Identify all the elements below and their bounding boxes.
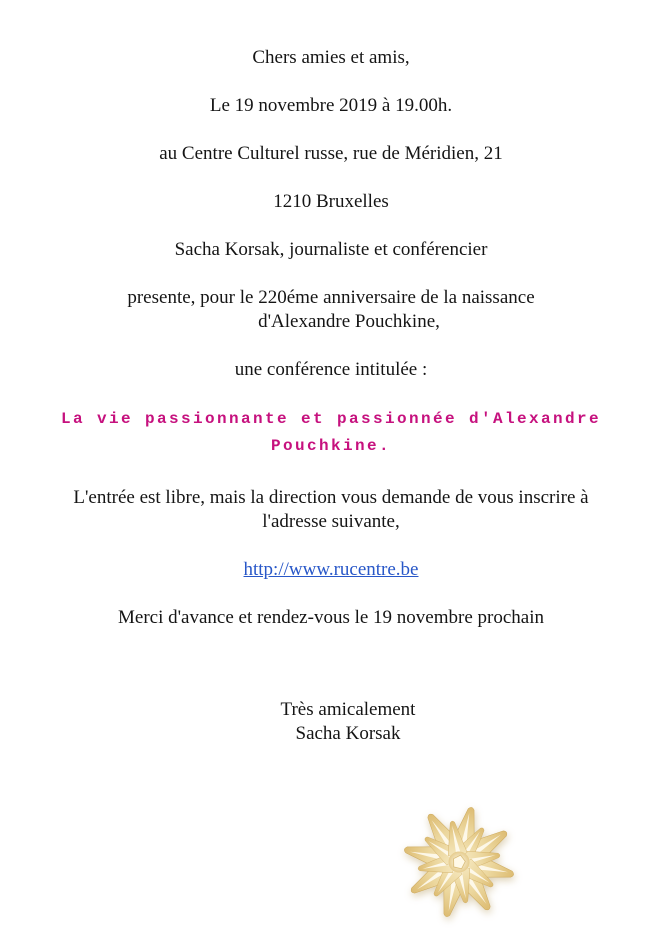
- registration-line-1: L'entrée est libre, mais la direction vous demande de vous inscrire à: [73, 487, 589, 508]
- registration-link[interactable]: http://www.rucentre.be: [243, 559, 419, 580]
- event-datetime-text: Le 19 novembre 2019 à 19.00h.: [209, 95, 453, 116]
- speaker-text: Sacha Korsak, journaliste et conférencier: [174, 239, 488, 260]
- decoration-row: [0, 794, 662, 930]
- announcement-text: une conférence intitulée :: [234, 359, 428, 380]
- registration-text: [0, 486, 662, 534]
- conference-title-line-1: La vie passionnante et passionnée d'Alexandre: [60, 410, 602, 428]
- occasion-text: [0, 286, 662, 334]
- signoff-text: Très amicalement: [280, 699, 416, 720]
- signature-name: Sacha Korsak: [295, 723, 401, 744]
- conference-title-line-2: Pouchkine.: [270, 437, 391, 455]
- registration-link-row: [0, 558, 662, 582]
- event-city-text: 1210 Bruxelles: [273, 191, 389, 212]
- conference-title: [0, 406, 662, 460]
- greeting-text: Chers amies et amis,: [252, 47, 410, 68]
- signature-block: [0, 698, 662, 746]
- event-venue-text: au Centre Culturel russe, rue de Méridien, 21: [159, 143, 503, 164]
- gold-gift-bow-icon: [396, 794, 524, 930]
- occasion-line-1: presente, pour le 220éme anniversaire de la naissance: [127, 287, 535, 308]
- closing-text: Merci d'avance et rendez-vous le 19 novembre prochain: [118, 607, 544, 628]
- occasion-line-2: d'Alexandre Pouchkine,: [258, 311, 440, 332]
- registration-line-2: l'adresse suivante,: [262, 511, 400, 532]
